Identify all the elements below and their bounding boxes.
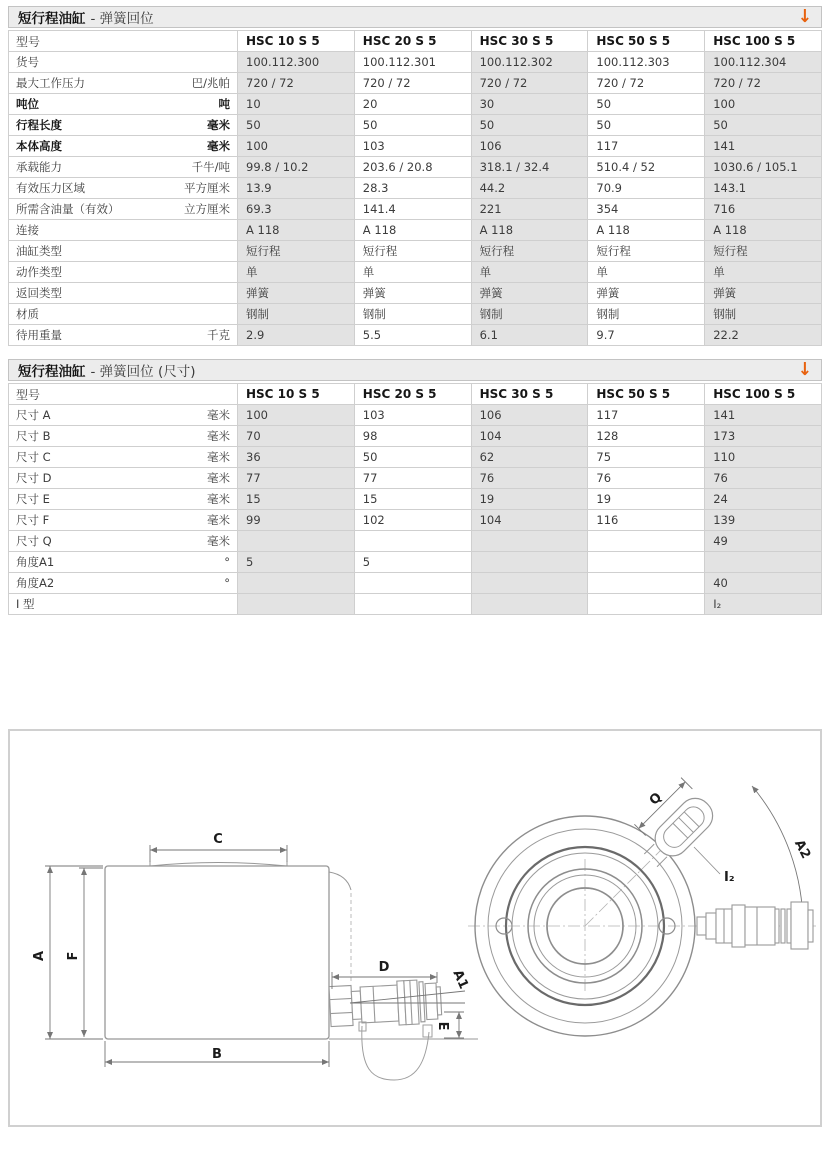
model-header-cell: HSC 50 S 5 xyxy=(588,384,705,405)
model-header-cell: HSC 20 S 5 xyxy=(354,384,471,405)
spec-cell: 110 xyxy=(705,447,822,468)
spec-cell: 354 xyxy=(588,199,705,220)
dim-label-a1: A1 xyxy=(449,967,471,992)
table-row xyxy=(9,468,822,489)
spec-cell: 117 xyxy=(588,405,705,426)
spec-cell: 钢制 xyxy=(354,304,471,325)
down-arrow-icon[interactable]: ↓ xyxy=(797,5,812,27)
spec-cell: 117 xyxy=(588,136,705,157)
row-label: 尺寸 F xyxy=(16,513,50,527)
spec-cell: 173 xyxy=(705,426,822,447)
spec-cell: 100 xyxy=(238,405,355,426)
spec-cell: 716 xyxy=(705,199,822,220)
row-label-cell xyxy=(9,405,238,426)
row-label-cell xyxy=(9,304,238,325)
spec-cell xyxy=(238,594,355,615)
specs-table xyxy=(8,30,822,346)
spec-cell: 9.7 xyxy=(588,325,705,346)
row-label: 尺寸 A xyxy=(16,408,51,422)
row-unit: 毫米 xyxy=(207,450,230,464)
column-header-model: 型号 xyxy=(9,384,238,405)
row-label-cell xyxy=(9,52,238,73)
row-unit: 毫米 xyxy=(207,429,230,443)
row-unit: 巴/兆帕 xyxy=(191,76,230,90)
spec-cell: 104 xyxy=(471,510,588,531)
row-unit: 毫米 xyxy=(207,118,230,132)
spec-cell: 弹簧 xyxy=(238,283,355,304)
cylinder-body xyxy=(105,866,329,1039)
spec-cell xyxy=(471,552,588,573)
row-label-cell xyxy=(9,573,238,594)
row-label-cell xyxy=(9,241,238,262)
spec-cell: 短行程 xyxy=(238,241,355,262)
row-unit: 毫米 xyxy=(207,534,230,548)
row-unit: 毫米 xyxy=(207,513,230,527)
table-row xyxy=(9,262,822,283)
spec-cell: 24 xyxy=(705,489,822,510)
spec-cell: 139 xyxy=(705,510,822,531)
row-unit: 毫米 xyxy=(207,492,230,506)
row-label-cell xyxy=(9,136,238,157)
dim-label-d: D xyxy=(378,960,390,975)
row-label-cell xyxy=(9,510,238,531)
model-header-cell: HSC 100 S 5 xyxy=(705,31,822,52)
spec-cell: 62 xyxy=(471,447,588,468)
table-row xyxy=(9,489,822,510)
front-view xyxy=(468,771,816,1036)
row-label-cell xyxy=(9,594,238,615)
spec-cell: 单 xyxy=(705,262,822,283)
row-label-cell xyxy=(9,73,238,94)
spec-cell xyxy=(238,531,355,552)
row-unit: 毫米 xyxy=(207,139,230,153)
spec-cell: 19 xyxy=(471,489,588,510)
spec-cell: 50 xyxy=(705,115,822,136)
spec-cell: 44.2 xyxy=(471,178,588,199)
dim-label-c: C xyxy=(213,832,223,847)
table-row xyxy=(9,447,822,468)
spec-cell: 5 xyxy=(354,552,471,573)
dim-label-q: Q xyxy=(646,789,666,809)
spec-cell: 141.4 xyxy=(354,199,471,220)
row-label: 返回类型 xyxy=(16,286,62,300)
spec-cell xyxy=(354,531,471,552)
row-label: 承载能力 xyxy=(16,160,62,174)
spec-cell: 100.112.300 xyxy=(238,52,355,73)
dimensions-table xyxy=(8,383,822,615)
row-label: I 型 xyxy=(16,597,35,611)
spec-cell: 116 xyxy=(588,510,705,531)
row-unit: 平方厘米 xyxy=(184,181,230,195)
row-label: 最大工作压力 xyxy=(16,76,85,90)
model-header-row xyxy=(9,384,822,405)
table-row xyxy=(9,136,822,157)
spec-cell: 50 xyxy=(588,115,705,136)
table-row xyxy=(9,426,822,447)
spec-cell: 100.112.304 xyxy=(705,52,822,73)
spec-cell xyxy=(471,531,588,552)
row-label: 尺寸 Q xyxy=(16,534,52,548)
model-header-cell: HSC 50 S 5 xyxy=(588,31,705,52)
table-row xyxy=(9,115,822,136)
row-label-cell xyxy=(9,531,238,552)
spec-cell xyxy=(354,573,471,594)
spec-cell: 49 xyxy=(705,531,822,552)
row-unit: 吨 xyxy=(218,97,230,111)
spec-cell: 141 xyxy=(705,136,822,157)
row-label: 尺寸 D xyxy=(16,471,52,485)
table-row xyxy=(9,405,822,426)
table-row xyxy=(9,573,822,594)
spec-cell: 5.5 xyxy=(354,325,471,346)
spec-cell: 720 / 72 xyxy=(238,73,355,94)
row-label-cell xyxy=(9,552,238,573)
row-label-cell xyxy=(9,283,238,304)
table-row xyxy=(9,73,822,94)
spec-cell: 13.9 xyxy=(238,178,355,199)
i2-leader-line xyxy=(694,847,720,874)
spec-cell: 720 / 72 xyxy=(588,73,705,94)
model-header-cell: HSC 100 S 5 xyxy=(705,384,822,405)
model-header-cell: HSC 20 S 5 xyxy=(354,31,471,52)
row-label: 吨位 xyxy=(16,97,39,111)
spec-cell xyxy=(588,552,705,573)
section-specs xyxy=(8,0,822,346)
spec-cell: 510.4 / 52 xyxy=(588,157,705,178)
row-label-cell xyxy=(9,426,238,447)
row-label-cell xyxy=(9,199,238,220)
spec-cell xyxy=(705,552,822,573)
spec-cell: 106 xyxy=(471,405,588,426)
table-row xyxy=(9,178,822,199)
table2-title: 短行程油缸 xyxy=(18,364,86,380)
spec-cell: 钢制 xyxy=(588,304,705,325)
spec-cell: 弹簧 xyxy=(354,283,471,304)
table-row xyxy=(9,52,822,73)
spec-cell: 720 / 72 xyxy=(471,73,588,94)
side-coupler xyxy=(329,979,442,1029)
row-label: 待用重量 xyxy=(16,328,62,342)
dim-label-a: A xyxy=(32,950,47,962)
spec-cell: A 118 xyxy=(354,220,471,241)
spec-cell: 128 xyxy=(588,426,705,447)
spec-cell xyxy=(588,594,705,615)
spec-cell: 50 xyxy=(238,115,355,136)
spec-cell: 2.9 xyxy=(238,325,355,346)
spec-cell: 15 xyxy=(238,489,355,510)
spec-cell: 76 xyxy=(588,468,705,489)
spec-cell: 19 xyxy=(588,489,705,510)
row-label: 有效压力区域 xyxy=(16,181,85,195)
spec-cell: 单 xyxy=(588,262,705,283)
spec-cell: I₂ xyxy=(705,594,822,615)
spec-cell: 106 xyxy=(471,136,588,157)
row-label-cell xyxy=(9,447,238,468)
dim-label-a2: A2 xyxy=(791,837,814,862)
model-header-cell: HSC 30 S 5 xyxy=(471,384,588,405)
spec-cell: 203.6 / 20.8 xyxy=(354,157,471,178)
row-label: 动作类型 xyxy=(16,265,62,279)
spec-cell: 短行程 xyxy=(354,241,471,262)
spec-cell: 钢制 xyxy=(471,304,588,325)
row-unit: ° xyxy=(224,555,230,569)
dim-label-f: F xyxy=(66,951,81,961)
spec-cell: 221 xyxy=(471,199,588,220)
table-row xyxy=(9,510,822,531)
row-unit: 立方厘米 xyxy=(184,202,230,216)
spec-cell: 99 xyxy=(238,510,355,531)
table1-title: 短行程油缸 xyxy=(18,11,86,27)
column-header-model: 型号 xyxy=(9,31,238,52)
spec-cell: 100.112.301 xyxy=(354,52,471,73)
row-label-cell xyxy=(9,325,238,346)
spec-cell: 77 xyxy=(238,468,355,489)
row-label-cell xyxy=(9,468,238,489)
spec-cell xyxy=(238,573,355,594)
side-view xyxy=(32,832,478,1080)
table-row xyxy=(9,94,822,115)
table1-subtitle: - 弹簧回位 xyxy=(90,11,154,27)
model-header-cell: HSC 30 S 5 xyxy=(471,31,588,52)
spec-cell: 单 xyxy=(471,262,588,283)
model-header-row xyxy=(9,31,822,52)
spec-cell: 钢制 xyxy=(238,304,355,325)
table-row xyxy=(9,531,822,552)
down-arrow-icon[interactable]: ↓ xyxy=(797,358,812,380)
section-dimensions xyxy=(8,359,822,615)
row-label: 所需含油量（有效） xyxy=(16,202,120,216)
table-row xyxy=(9,325,822,346)
table-row xyxy=(9,304,822,325)
spec-cell: 1030.6 / 105.1 xyxy=(705,157,822,178)
spec-cell: 318.1 / 32.4 xyxy=(471,157,588,178)
spec-cell: 短行程 xyxy=(705,241,822,262)
row-label-cell xyxy=(9,178,238,199)
spec-cell: 20 xyxy=(354,94,471,115)
spec-cell: 50 xyxy=(471,115,588,136)
table-row xyxy=(9,157,822,178)
spec-cell xyxy=(471,573,588,594)
model-header-cell: HSC 10 S 5 xyxy=(238,31,355,52)
spec-cell: A 118 xyxy=(705,220,822,241)
row-label-cell xyxy=(9,157,238,178)
spec-cell: 141 xyxy=(705,405,822,426)
row-label: 连接 xyxy=(16,223,39,237)
table2-title-bar xyxy=(8,359,822,381)
spec-cell: 104 xyxy=(471,426,588,447)
spec-cell: 102 xyxy=(354,510,471,531)
spec-cell: 100 xyxy=(238,136,355,157)
spec-cell: 弹簧 xyxy=(588,283,705,304)
row-label-cell xyxy=(9,220,238,241)
row-label: 角度A2 xyxy=(16,576,55,590)
spec-cell: 100.112.302 xyxy=(471,52,588,73)
table-row xyxy=(9,552,822,573)
spec-cell: 6.1 xyxy=(471,325,588,346)
spec-cell: 98 xyxy=(354,426,471,447)
spec-cell: 单 xyxy=(238,262,355,283)
spec-cell: 69.3 xyxy=(238,199,355,220)
table-row xyxy=(9,199,822,220)
row-unit: 千牛/吨 xyxy=(191,160,230,174)
row-label-cell xyxy=(9,489,238,510)
table-row xyxy=(9,283,822,304)
spec-cell: A 118 xyxy=(471,220,588,241)
row-unit: 千克 xyxy=(207,328,230,342)
spec-cell: A 118 xyxy=(238,220,355,241)
spec-cell: 单 xyxy=(354,262,471,283)
spec-cell: 720 / 72 xyxy=(705,73,822,94)
spec-cell: 76 xyxy=(471,468,588,489)
row-label-cell xyxy=(9,262,238,283)
spec-cell: 143.1 xyxy=(705,178,822,199)
spec-cell: A 118 xyxy=(588,220,705,241)
spec-cell: 70.9 xyxy=(588,178,705,199)
dim-label-b: B xyxy=(212,1047,222,1062)
spec-cell: 15 xyxy=(354,489,471,510)
spec-cell: 100.112.303 xyxy=(588,52,705,73)
spec-cell: 50 xyxy=(354,115,471,136)
spec-cell: 36 xyxy=(238,447,355,468)
row-label: 材质 xyxy=(16,307,39,321)
row-label: 本体高度 xyxy=(16,139,62,153)
front-coupler xyxy=(697,902,813,949)
spec-cell: 50 xyxy=(588,94,705,115)
spec-cell: 22.2 xyxy=(705,325,822,346)
spec-cell: 钢制 xyxy=(705,304,822,325)
dim-label-i2: I₂ xyxy=(724,870,735,885)
spec-cell: 40 xyxy=(705,573,822,594)
technical-drawing-frame xyxy=(8,729,822,1127)
row-label-cell xyxy=(9,115,238,136)
dust-cap-wire xyxy=(359,1022,432,1080)
spec-cell: 103 xyxy=(354,136,471,157)
table-row xyxy=(9,220,822,241)
spec-cell: 76 xyxy=(705,468,822,489)
row-label: 尺寸 E xyxy=(16,492,50,506)
spec-cell: 99.8 / 10.2 xyxy=(238,157,355,178)
spec-cell: 103 xyxy=(354,405,471,426)
row-label: 行程长度 xyxy=(16,118,62,132)
spec-cell: 弹簧 xyxy=(705,283,822,304)
spec-cell: 75 xyxy=(588,447,705,468)
spec-cell: 弹簧 xyxy=(471,283,588,304)
spec-cell: 10 xyxy=(238,94,355,115)
row-unit: 毫米 xyxy=(207,408,230,422)
table2-subtitle: - 弹簧回位 (尺寸) xyxy=(90,364,196,380)
spec-cell: 28.3 xyxy=(354,178,471,199)
spec-cell xyxy=(471,594,588,615)
model-header-cell: HSC 10 S 5 xyxy=(238,384,355,405)
spec-cell: 720 / 72 xyxy=(354,73,471,94)
spec-cell xyxy=(588,531,705,552)
row-label: 油缸类型 xyxy=(16,244,62,258)
spec-cell xyxy=(354,594,471,615)
row-label: 货号 xyxy=(16,55,39,69)
row-unit: ° xyxy=(224,576,230,590)
spec-cell: 短行程 xyxy=(588,241,705,262)
row-label: 角度A1 xyxy=(16,555,55,569)
spec-cell: 短行程 xyxy=(471,241,588,262)
spec-cell: 30 xyxy=(471,94,588,115)
row-unit: 毫米 xyxy=(207,471,230,485)
spec-cell xyxy=(588,573,705,594)
row-label-cell xyxy=(9,94,238,115)
table-row xyxy=(9,594,822,615)
spec-cell: 100 xyxy=(705,94,822,115)
dim-label-e: E xyxy=(435,1021,450,1031)
table-row xyxy=(9,241,822,262)
table1-title-bar xyxy=(8,6,822,28)
spec-cell: 77 xyxy=(354,468,471,489)
spec-cell: 50 xyxy=(354,447,471,468)
spec-cell: 70 xyxy=(238,426,355,447)
row-label: 尺寸 B xyxy=(16,429,51,443)
row-label: 尺寸 C xyxy=(16,450,51,464)
technical-drawing xyxy=(10,731,820,1125)
spec-cell: 5 xyxy=(238,552,355,573)
